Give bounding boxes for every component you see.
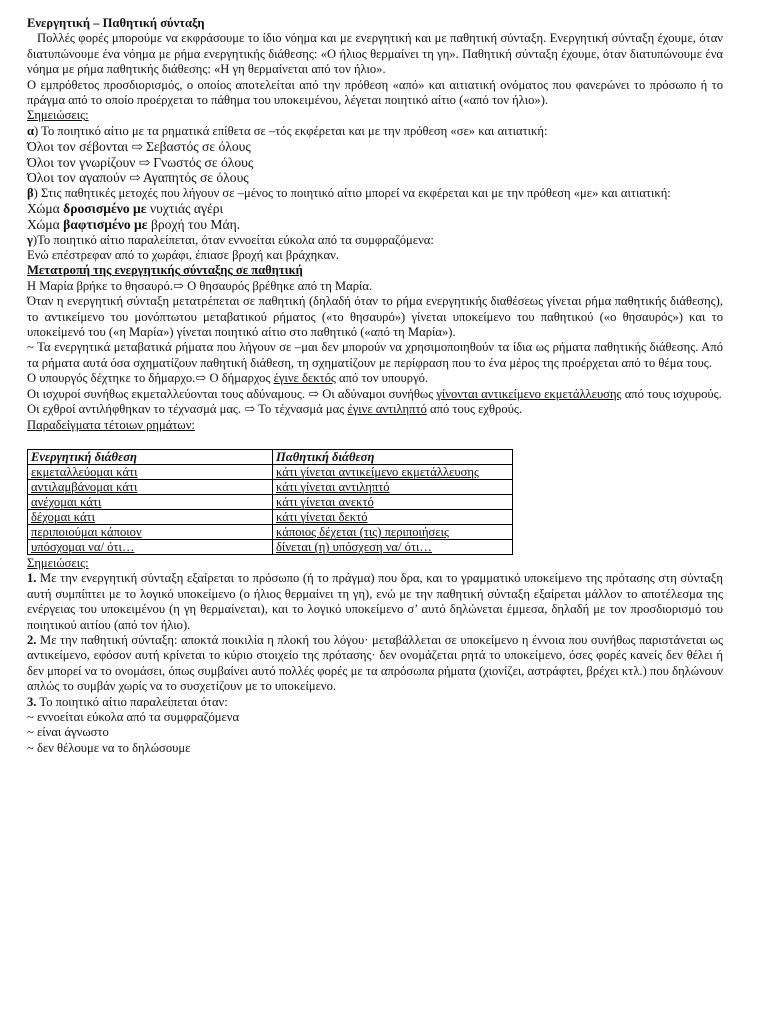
active-voice-cell [28,494,273,509]
table-row [28,524,513,539]
active-voice-cell [28,509,273,524]
right-arrow-icon: ⇨ [173,278,184,293]
table-cell: αντιλαμβάνομαι κάτι [31,479,138,494]
example-text: Η Μαρία βρήκε το θησαυρό. [27,278,173,293]
table-row [28,539,513,554]
note-a-letter: α [27,123,35,138]
example-text: Ο δήμαρχος [206,371,274,386]
example-active: Όλοι τον σέβονται [27,139,129,155]
document-title: Ενεργητική – Παθητική σύνταξη [27,16,205,30]
right-arrow-icon: ⇨ [195,371,207,386]
table-row [28,464,513,479]
note-text: Το ποιητικό αίτιο παραλείπεται όταν: [36,694,228,709]
note-1 [27,571,723,633]
table-cell: κάτι γίνεται ανεκτό [276,494,374,509]
passive-voice-cell [273,479,513,494]
note-2 [27,633,723,695]
note-c [27,233,723,248]
right-arrow-icon: ⇨ [244,402,255,417]
table-cell: περιποιούμαι κάποιον [31,524,142,539]
example-underlined: γίνονται αντικείμενο εκμετάλλευσης [436,386,622,401]
section2-example-2 [27,371,723,386]
example-underlined: έγινε δεκτός [273,371,336,386]
note-a-example [27,170,723,186]
example-text: Ο υπουργός δέχτηκε το δήμαρχο. [27,371,196,386]
section2-paragraph-1: Όταν η ενεργητική σύνταξη μετατρέπεται σε παθητική (δηλαδή όταν το ρήμα ενεργητικής διαθέσεως γίνεται ρήμα παθητικής διάθεσης), το αντικείμενο του μονόπτωτου μεταβατικού ρήματος («το θησαυρό») γίνεται υποκείμενο του παθητικού («ο θησαυρός») και το υποκείμενό του («η Μαρία») γίνεται ποιητικό αίτιο στο παθητικό («από τη Μαρία»). [27,294,723,340]
list-item: ~ δεν θέλουμε να το δηλώσουμε [27,740,191,755]
passive-voice-cell [273,524,513,539]
table-row [28,494,513,509]
example-text: βροχή του Μάη. [147,217,241,233]
example-text: Οι ισχυροί συνήθως εκμεταλλεύονται τους αδύναμους. [27,386,305,401]
section2-example-3 [27,387,723,402]
note-b-example-1 [27,201,723,217]
example-text: νυχτιάς αγέρι [146,201,224,217]
section2-paragraph-2: ~ Τα ενεργητικά μεταβατικά ρήματα που λήγουν σε –μαι δεν μπορούν να χρησιμοποιηθούν τα ίδια ως ρήματα παθητικής διάθεσης. Από τα ρήματα αυτά όσα σχηματίζουν παθητική διάθεση, τη σχηματίζουν με περίφραση που το ένα μέρος της προέρχεται από το θέμα τους. [27,340,723,370]
table-cell: κάτι γίνεται αντιληπτό [276,479,390,494]
example-emphasis: δροσισμένο με [63,201,147,217]
note-number: 2. [27,632,37,647]
table-cell: δέχομαι κάτι [31,509,96,524]
note-a-examples [27,139,723,186]
example-text: Ο θησαυρός βρέθηκε από τη Μαρία. [184,278,373,293]
example-text: Το τέχνασμά μας [255,402,348,417]
passive-voice-cell [273,539,513,554]
section2-example-1 [27,279,723,294]
passive-voice-cell [273,509,513,524]
example-text: Χώμα [27,201,64,217]
note-number: 3. [27,694,37,709]
definition-paragraph: Ο εμπρόθετος προσδιορισμός, ο οποίος αποτελείται από την πρόθεση «από» και αιτιατική ονόματος που φανερώνει το πρόσωπο ή το πράγμα από το οποίο προέρχεται το πάθημα του υποκειμένου, λέγεται ποιητικό αίτιο («από τον ήλιο»). [27,77,723,108]
section2-example-4 [27,402,723,417]
document-page [27,16,723,756]
right-arrow-icon: ⇨ [129,170,141,186]
example-active: Όλοι τον γνωρίζουν [27,154,136,170]
note-b-text: ) Στις παθητικές μετοχές που λήγουν σε –μένος το ποιητικό αίτιο μπορεί να εκφέρεται και με την πρόθεση «με» και αιτιατική: [33,186,671,201]
example-text: από τους εχθρούς. [426,402,522,417]
right-arrow-icon: ⇨ [308,386,319,401]
note-b-letter: β [27,186,34,201]
note-a-example [27,139,723,155]
note-a [27,124,723,139]
example-passive: Σεβαστός σε όλους [146,139,251,155]
notes-label: Σημειώσεις: [27,108,89,123]
note-c-text: )Το ποιητικό αίτιο παραλείπεται, όταν εννοείται εύκολα από τα συμφραζόμενα: [32,232,434,247]
example-text: Οι αδύναμοι συνήθως [319,386,437,401]
note-b-example-2 [27,217,723,233]
note-3 [27,695,723,710]
active-voice-cell [28,524,273,539]
table-header-cell: Παθητική διάθεση [273,449,513,464]
notes2-label: Σημειώσεις: [27,555,89,570]
note-text: Με την παθητική σύνταξη: αποκτά ποικιλία η πλοκή του λόγου· μεταβάλλεται σε υποκείμενο η έννοια που συνήθως παριστάνεται ως αντικείμενο, εφόσον αυτή κρίνεται το κύριο στοιχείο της πρότασης· δεν ονομάζεται ρητά το υποκείμενο, όσες φορές κανείς δεν θέλει ή δεν μπορεί να το ονομάσει, όπως συμβαίνει αυτό πολλές φορές με τα απρόσωπα ρήματα (χιονίζει, αστράφτει, βρέχει κτλ.) που δηλώνουν απλώς το συμβάν χωρίς να το συσχετίζουν με το υποκείμενο. [27,632,723,694]
note-text: Με την ενεργητική σύνταξη εξαίρεται το πρόσωπο (ή το πράγμα) που δρα, και το γραμματικό υποκείμενο της πρότασης στη σύνταξη αυτή συμπίπτει με το λογικό υποκείμενο (ο ήλιος θερμαίνει τη γη), ενώ με την παθητική σύνταξη εξαίρεται μάλλον το αποτέλεσμα της ενέργειας του υποκειμένου (η γη θερμαίνεται), και το λογικό υποκείμενο σ’ αυτό δηλώνεται έμμεσα, δηλαδή με τον προσδιορισμό του ποιητικού αιτίου (από τον ήλιο). [27,571,723,632]
note-3-list [27,710,723,756]
active-voice-cell [28,539,273,554]
table-row [28,509,513,524]
list-item: ~ είναι άγνωστο [27,725,109,740]
example-passive: Γνωστός σε όλους [153,154,254,170]
note-a-text: ) Το ποιητικό αίτιο με τα ρηματικά επίθετα σε –τός εκφέρεται και με την πρόθεση «σε» και αιτιατική: [34,123,548,138]
verbs-table-body [28,449,513,554]
note-a-example [27,155,723,171]
table-row [28,479,513,494]
example-underlined: έγινε αντιληπτό [347,402,427,417]
note-b [27,186,723,201]
note-c-letter: γ [27,232,33,247]
section2-title: Μετατροπή της ενεργητικής σύνταξης σε παθητική [27,263,303,278]
table-cell: ανέχομαι κάτι [31,494,102,509]
note-c-example: Ενώ επέστρεφαν από το χωράφι, έπιασε βροχή και βράχηκαν. [27,248,339,263]
passive-voice-cell [273,494,513,509]
example-text: από τον υπουργό. [335,371,429,386]
right-arrow-icon: ⇨ [138,154,151,170]
example-emphasis: βαφτισμένο με [63,217,148,233]
list-item: ~ εννοείται εύκολα από τα συμφραζόμενα [27,709,240,724]
example-text: Οι εχθροί αντιλήφθηκαν το τέχνασμά μας. [27,402,242,417]
table-cell: υπόσχομαι να/ ότι… [31,539,135,554]
example-active: Όλοι τον αγαπούν [27,170,126,186]
examples-label: Παραδείγματα τέτοιων ρημάτων: [27,417,195,432]
example-passive: Αγαπητός σε όλους [142,170,249,186]
table-cell: κάτι γίνεται αντικείμενο εκμετάλλευσης [276,464,479,479]
table-cell: κάποιος δέχεται (τις) περιποιήσεις [276,524,449,539]
table-cell: δίνεται (η) υπόσχεση να/ ότι… [276,539,432,554]
table-cell: κάτι γίνεται δεκτό [276,509,368,524]
passive-voice-cell [273,464,513,479]
intro-paragraph: Πολλές φορές μπορούμε να εκφράσουμε το ίδιο νόημα και με ενεργητική και με παθητική σύνταξη. Ενεργητική σύνταξη έχουμε, όταν διατυπώνουμε ένα νόημα με ρήμα ενεργητικής διάθεσης: «Ο ήλιος θερμαίνει τη γη». Παθητική σύνταξη έχουμε, όταν διατυπώνουμε ένα νόημα με ρήμα παθητικής διάθεσης: «Η γη θερμαίνεται από τον ήλιο». [27,31,723,77]
table-header-cell: Ενεργητική διάθεση [28,449,273,464]
right-arrow-icon: ⇨ [131,139,143,155]
table-header-row [28,449,513,464]
example-text: από τους ισχυρούς. [621,386,722,401]
table-cell: εκμεταλλεύομαι κάτι [31,464,138,479]
verbs-table [27,449,513,555]
active-voice-cell [28,464,273,479]
active-voice-cell [28,479,273,494]
example-text: Χώμα [27,217,64,233]
note-number: 1. [27,571,37,586]
